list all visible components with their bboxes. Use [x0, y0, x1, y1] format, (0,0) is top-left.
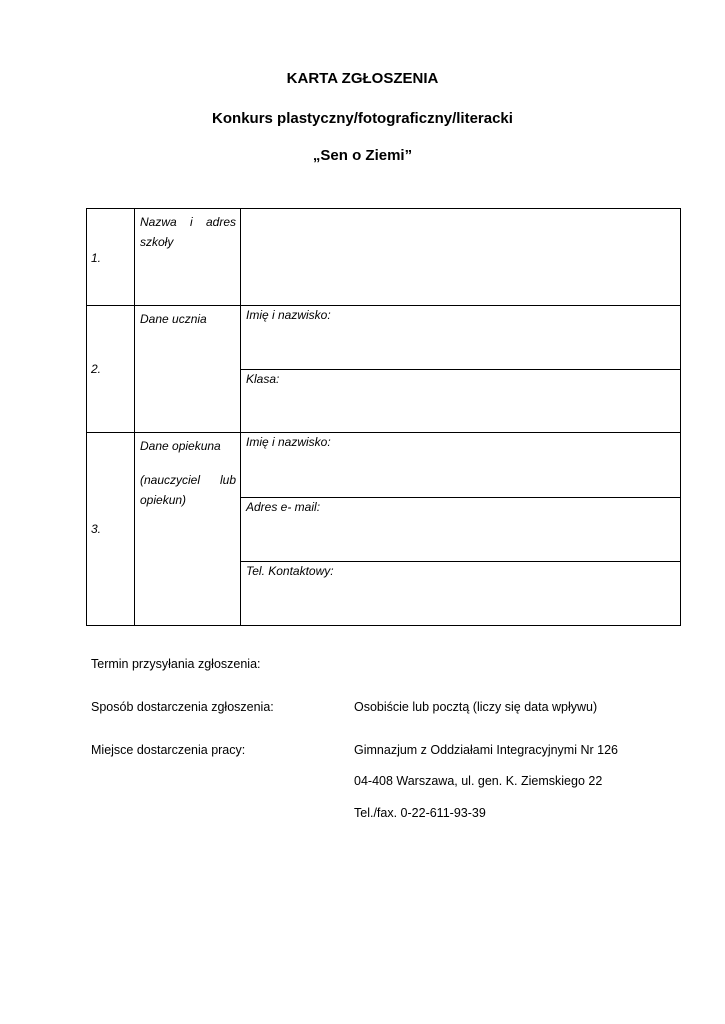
row-number: 2. [91, 362, 102, 376]
row-label-cell [135, 209, 241, 306]
row-number-cell [87, 433, 135, 626]
place-address-line2: 04-408 Warszawa, ul. gen. K. Ziemskiego 22 [354, 774, 603, 788]
student-class-field[interactable] [241, 370, 681, 433]
field-label: Adres e- mail: [246, 500, 321, 514]
guardian-label: Dane opiekuna [140, 439, 221, 453]
delivery-label: Sposób dostarczenia zgłoszenia: [91, 700, 274, 714]
table-row [87, 209, 681, 306]
school-label: Nazwa i adres [140, 215, 236, 229]
contest-type: Konkurs plastyczny/fotograficzny/literacki [212, 110, 513, 127]
field-label: Tel. Kontaktowy: [246, 564, 334, 578]
student-name-field[interactable] [241, 306, 681, 370]
table-row [87, 306, 681, 370]
guardian-name-field[interactable] [241, 433, 681, 498]
place-phone: Tel./fax. 0-22-611-93-39 [354, 806, 486, 820]
guardian-note-cont: opiekun) [140, 493, 187, 507]
guardian-email-field[interactable] [241, 498, 681, 562]
field-label: Imię i nazwisko: [246, 308, 331, 322]
row-label-cell [135, 433, 241, 626]
field-label: Klasa: [246, 372, 280, 386]
school-input-cell[interactable] [241, 209, 681, 306]
guardian-phone-field[interactable] [241, 562, 681, 626]
student-label: Dane ucznia [140, 312, 207, 326]
application-form-table [86, 208, 681, 626]
delivery-value: Osobiście lub pocztą (liczy się data wpływu) [354, 700, 598, 714]
row-number: 1. [91, 251, 102, 265]
page-title: KARTA ZGŁOSZENIA [286, 70, 439, 87]
table-row [87, 433, 681, 498]
row-number: 3. [91, 522, 102, 536]
place-address-line1: Gimnazjum z Oddziałami Integracyjnymi Nr 126 [354, 743, 618, 757]
row-label-cell [135, 306, 241, 433]
field-label: Imię i nazwisko: [246, 435, 331, 449]
school-label-cont: szkoły [140, 235, 174, 249]
guardian-note: (nauczyciel lub [140, 473, 236, 487]
place-label: Miejsce dostarczenia pracy: [91, 743, 246, 757]
deadline-label: Termin przysyłania zgłoszenia: [91, 657, 261, 671]
contest-name: „Sen o Ziemi” [312, 147, 413, 164]
row-number-cell [87, 209, 135, 306]
row-number-cell [87, 306, 135, 433]
